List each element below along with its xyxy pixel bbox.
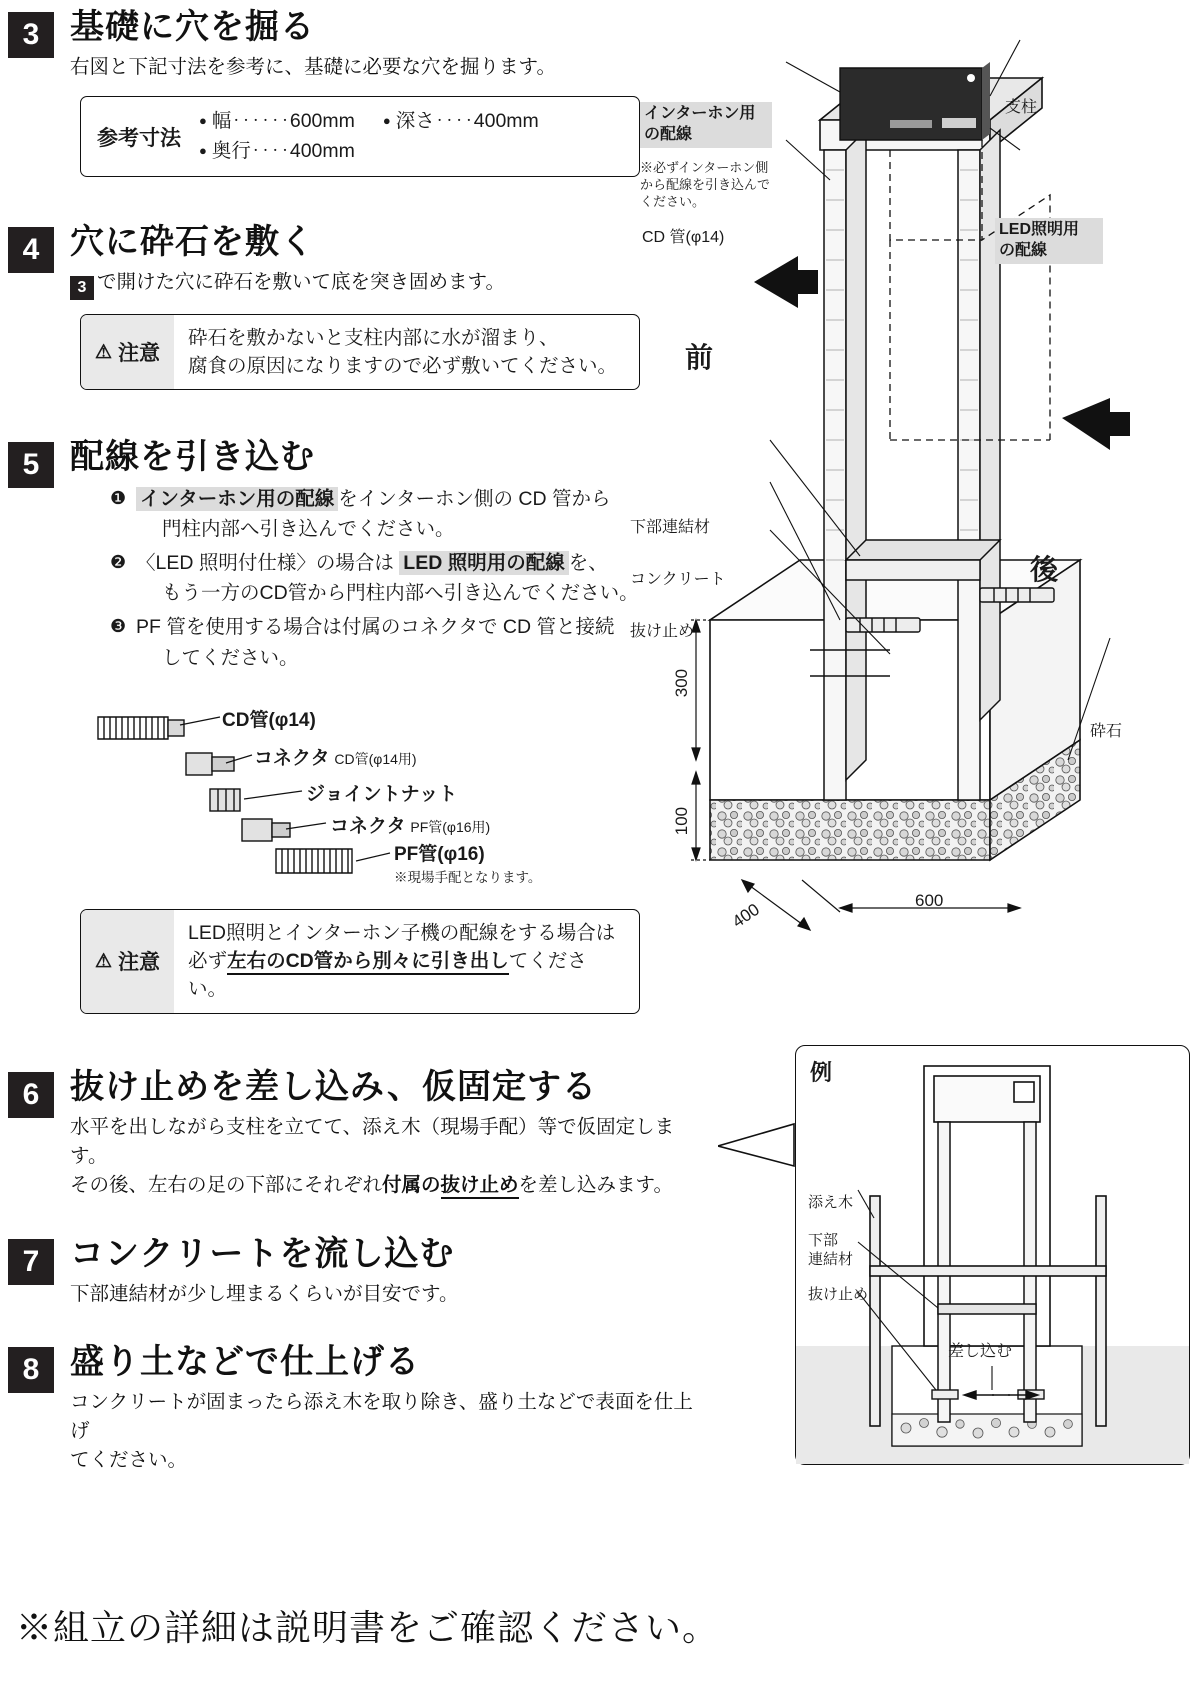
list-marker-1: ❶: [110, 487, 127, 508]
footer-note: ※組立の詳細は説明書をご確認ください。: [16, 1607, 720, 1648]
caution-head-label-4: 注意: [118, 342, 161, 366]
example-label-support-wood: 添え木: [808, 1194, 854, 1211]
list-item: [110, 612, 700, 672]
step-3: [0, 8, 700, 177]
step-4-body-text: で開けた穴に砕石を敷いて底を突き固めます。: [97, 270, 505, 293]
step-6-number: 6: [8, 1072, 54, 1118]
item-2-line2: もう一方のCD管から門柱内部へ引き込んでください。: [162, 582, 639, 605]
dimension-600: 600: [915, 891, 944, 910]
caution-body-4: [174, 315, 631, 390]
dimension-300: 300: [672, 668, 692, 698]
step-8-title: 盛り土などで仕上げる: [70, 1342, 420, 1381]
main-illustration: [630, 0, 1200, 1040]
step-4-caution-box: [80, 314, 640, 391]
label-lower-joint: 下部連結材: [630, 519, 711, 536]
step-7: [0, 1235, 700, 1309]
example-label-lower-joint: 下部 連結材: [808, 1232, 854, 1268]
label-led-wiring: LED照明用 の配線: [995, 218, 1103, 264]
step-7-title: コンクリートを流し込む: [70, 1234, 455, 1273]
item-1-line2: 門柱内部へ引き込んでください。: [162, 517, 455, 540]
gate-post-foundation-diagram: [690, 0, 1200, 1040]
reference-dimensions-box: [80, 96, 640, 177]
step-6-line-2: その後、左右の足の下部にそれぞれ付属の抜け止めを差し込みます。: [70, 1171, 700, 1200]
label-back: 後: [1030, 554, 1059, 585]
callout-connector: [718, 1100, 838, 1180]
label-cd-pipe: CD管(φ14): [222, 709, 316, 731]
led-wiring-term: LED 照明用の配線: [399, 551, 568, 575]
step-8-line-2: てください。: [70, 1449, 188, 1472]
step-4: [0, 223, 700, 391]
step-4-number: 4: [8, 227, 54, 273]
spec-depth: ● 奥行‥‥400mm: [199, 137, 355, 166]
step-3-body: 右図と下記寸法を参考に、基礎に必要な穴を掘ります。: [70, 56, 556, 79]
caution-head-label-5: 注意: [118, 951, 161, 975]
step-6-title: 抜け止めを差し込み、仮固定する: [70, 1067, 598, 1106]
step-5-caution-box: [80, 909, 640, 1014]
caution5-line-2: 必ず左右のCD管から別々に引き出してください。: [188, 950, 587, 1001]
caution-head-4: [81, 315, 174, 390]
label-intercom-note: ※必ずインターホン側 から配線を引き込んで ください。: [640, 160, 771, 209]
caution-line-1: 砕石を敷かないと支柱内部に水が溜まり、: [188, 326, 559, 349]
inline-step-ref: 3: [70, 276, 94, 300]
label-pf-note: ※現場手配となります。: [394, 869, 542, 885]
caution-line-2: 腐食の原因になりますので必ず敷いてください。: [188, 355, 618, 378]
caution-head-5: [81, 910, 174, 1013]
item-3-line2: してください。: [162, 646, 299, 669]
label-connector-pf: コネクタ PF管(φ16用): [330, 815, 491, 837]
example-title: 例: [810, 1060, 833, 1085]
step-5: [0, 438, 700, 1013]
step-6-body: [70, 1113, 700, 1201]
conduit-parts-diagram: [90, 691, 710, 891]
list-item: [110, 548, 700, 608]
list-marker-2: ❷: [110, 552, 127, 572]
dimension-400: 400: [728, 899, 763, 932]
step-6-line-1: 水平を出しながら支柱を立てて、添え木（現場手配）等で仮固定します。: [70, 1115, 675, 1168]
item-2-seg1: 〈LED 照明付仕様〉の場合は: [136, 552, 394, 574]
spec-depth-vert: ● 深さ‥‥400mm: [383, 107, 539, 136]
example-illustration-box: [795, 1045, 1190, 1465]
item-1-seg2: をインターホン側の CD 管から: [338, 487, 611, 510]
step-5-list: [70, 484, 700, 673]
step-5-title: 配線を引き込む: [70, 438, 315, 477]
label-connector-cd: コネクタ CD管(φ14用): [254, 747, 417, 769]
step-8-number: 8: [8, 1347, 54, 1393]
caution5-emphasis: 左右のCD管から別々に引き出し: [227, 950, 509, 975]
label-intercom-wiring: インターホン用 の配線: [640, 102, 772, 148]
step-7-number: 7: [8, 1239, 54, 1285]
label-joint-nut: ジョイントナット: [306, 783, 458, 805]
step-3-number: 3: [8, 12, 54, 58]
label-front: 前: [685, 342, 714, 373]
step-5-number: 5: [8, 442, 54, 488]
step-8: [0, 1343, 700, 1476]
item-3-seg1: PF 管を使用する場合は付属のコネクタで CD 管と接続: [136, 616, 615, 639]
list-marker-3: ❸: [110, 616, 127, 637]
label-concrete: コンクリート: [630, 571, 726, 588]
reference-dimensions-items: [199, 107, 539, 166]
warning-triangle-icon: ⚠: [95, 341, 113, 363]
step-8-line-1: コンクリートが固まったら添え木を取り除き、盛り土などで表面を仕上げ: [70, 1390, 693, 1443]
list-item: [110, 484, 700, 544]
step-6: [0, 1068, 700, 1201]
step-7-body: 下部連結材が少し埋まるくらいが目安です。: [70, 1282, 459, 1305]
step-3-title: 基礎に穴を掘る: [70, 8, 315, 46]
item-2-seg2: を、: [568, 552, 608, 574]
step-4-body: [70, 268, 700, 300]
stopper-term: 抜け止め: [441, 1174, 519, 1199]
example-diagram: [796, 1046, 1189, 1464]
dimension-100: 100: [672, 806, 692, 836]
example-label-stopper: 抜け止め: [808, 1286, 869, 1303]
label-pf-pipe: PF管(φ16) ※現場手配となります。: [394, 843, 542, 885]
caution-body-5: [174, 910, 639, 1013]
label-post: 支柱: [1005, 99, 1038, 116]
label-crushed-stone: 砕石: [1090, 723, 1123, 740]
label-stopper: 抜け止め: [630, 623, 695, 640]
reference-dimensions-label: 参考寸法: [97, 126, 181, 150]
intercom-wiring-term: インターホン用の配線: [136, 487, 338, 511]
warning-triangle-icon: ⚠: [95, 950, 113, 972]
label-cd-pipe-fig: CD 管(φ14): [642, 229, 725, 246]
example-label-insert: 差し込む: [948, 1343, 1013, 1360]
step-4-title: 穴に砕石を敷く: [70, 222, 315, 261]
spec-width: ● 幅‥‥‥600mm: [199, 107, 355, 136]
step-8-body: [70, 1388, 700, 1476]
caution5-line-1: LED照明とインターホン子機の配線をする場合は: [188, 921, 616, 944]
